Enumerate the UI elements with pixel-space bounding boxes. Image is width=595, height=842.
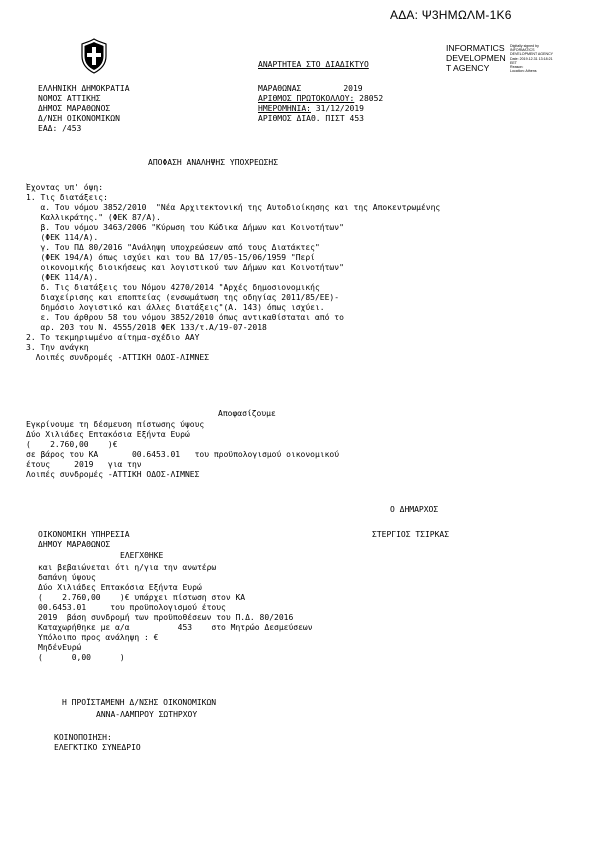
signature-line: EET (510, 60, 517, 65)
approval-block (26, 420, 339, 480)
head-name: ΑΝΝΑ-ΛΑΜΠΡΟΥ ΣΩΤΗΡΧΟΥ (96, 710, 198, 719)
signature-line: DEVELOPMENT AGENCY (510, 52, 554, 57)
verification-block (38, 563, 313, 663)
issuer-line: ΕΛΛΗΝΙΚΗ ΔΗΜΟΚΡΑΤΙΑ (38, 84, 130, 93)
verification-line: Δύο Χιλιάδες Επτακόσια Εξήντα Ευρώ (38, 583, 202, 592)
consideration-line: (ΦΕΚ 194/Α) όπως ισχύει και του ΒΔ 17/05-15/06/1959 "Περί (26, 253, 315, 262)
approval-line: Δύο Χιλιάδες Επτακόσια Εξήντα Ευρώ (26, 430, 190, 439)
verification-line: ( 0,00 ) (38, 653, 125, 662)
consideration-line: γ. Του ΠΔ 80/2016 "Ανάληψη υποχρεώσεων από τους Διατάκτες" (26, 243, 320, 252)
issuer-line: Δ/ΝΣΗ ΟΙΚΟΝΟΜΙΚΩΝ (38, 114, 120, 123)
verification-line: 2019 βάση συνδρομή των προϋποθέσεων του Π.Δ. 80/2016 (38, 613, 294, 622)
meta-value: 453 (349, 114, 364, 123)
greek-crest-icon (80, 38, 108, 74)
signature-line: Date: 2019.12.31 13:18:21 (510, 56, 553, 61)
meta-line-date (258, 104, 383, 114)
approval-line: Λοιπές συνδρομές -ΑΤΤΙΚΗ ΟΔΟΣ-ΛΙΜΝΕΣ (26, 470, 200, 479)
approval-line: Εγκρίνουμε τη δέσμευση πίστωσης ύψους (26, 420, 205, 429)
meta-block (258, 84, 383, 124)
signature-line: Reason: (510, 65, 524, 70)
notification-line: ΕΛΕΓΚΤΙΚΟ ΣΥΝΕΔΡΙΟ (54, 743, 141, 752)
posted-online-label: ΑΝΑΡΤΗΤΕΑ ΣΤΟ ΔΙΑΔΙΚΤΥΟ (258, 60, 369, 69)
verification-line: Υπόλοιπο προς ανάληψη : € (38, 633, 159, 642)
notification-block (54, 733, 141, 753)
finance-line: ΟΙΚΟΝΟΜΙΚΗ ΥΠΗΡΕΣΙΑ (38, 530, 130, 539)
meta-label: ΗΜΕΡΟΜΗΝΙΑ: (258, 104, 311, 113)
consideration-line: Έχοντας υπ' όψη: (26, 183, 104, 192)
signature-details (510, 44, 586, 73)
verification-line: Καταχωρήθηκε με α/α 453 στο Μητρώο Δεσμεύσεων (38, 623, 313, 632)
signer-name-line: INFORMATICS (446, 43, 505, 53)
signature-line: Location: Athens (510, 69, 537, 74)
decision-title: ΑΠΟΦΑΣΗ ΑΝΑΛΗΨΗΣ ΥΠΟΧΡΕΩΣΗΣ (148, 158, 279, 167)
verification-line: δαπάνη ύψους (38, 573, 96, 582)
meta-line-credit (258, 114, 383, 124)
consideration-line: 1. Τις διατάξεις: (26, 193, 108, 202)
issuer-block (38, 84, 130, 134)
mayor-name: ΣΤΕΡΓΙΟΣ ΤΣΙΡΚΑΣ (372, 530, 450, 539)
consideration-line: διαχείρισης και εποπτείας (ενσωμάτωση της οδηγίας 2011/85/ΕΕ)- (26, 293, 340, 302)
meta-label: ΜΑΡΑΘΩΝΑΣ (258, 84, 302, 93)
consideration-line: α. Του νόμου 3852/2010 "Νέα Αρχιτεκτονική της Αυτοδιοίκησης και της Αποκεντρωμένης (26, 203, 441, 212)
consideration-line: 2. Το τεκμηριωμένο αίτημα-σχέδιο ΑΑΥ (26, 333, 200, 342)
digital-signature-stamp (446, 43, 586, 77)
verification-line: ( 2.760,00 )€ υπάρχει πίστωση στον ΚΑ (38, 593, 246, 602)
consideration-line: δ. Τις διατάξεις του Νόμου 4270/2014 "Αρχές δημοσιονομικής (26, 283, 320, 292)
ada-code: ΑΔΑ: Ψ3ΗΜΩΛΜ-1Κ6 (390, 8, 512, 22)
consideration-line: β. Του νόμου 3463/2006 "Κύρωση του Κώδικα Δήμων και Κοινοτήτων" (26, 223, 344, 232)
considerations-block (26, 183, 440, 363)
notification-line: ΚΟΙΝΟΠΟΙΗΣΗ: (54, 733, 112, 742)
issuer-line: ΝΟΜΟΣ ΑΤΤΙΚΗΣ (38, 94, 101, 103)
signer-name (446, 43, 508, 73)
head-title: Η ΠΡΟΪΣΤΑΜΕΝΗ Δ/ΝΣΗΣ ΟΙΚΟΝΟΜΙΚΩΝ (62, 698, 217, 707)
consideration-line: αρ. 203 του Ν. 4555/2018 ΦΕΚ 133/τ.Α/19-07-2018 (26, 323, 267, 332)
consideration-line: ε. Του άρθρου 58 του νόμου 3852/2010 όπως αντικαθίσταται από το (26, 313, 344, 322)
verification-line: ΜηδένΕυρώ (38, 643, 82, 652)
signature-line: INFORMATICS (510, 48, 535, 53)
meta-line-protocol (258, 94, 383, 104)
finance-line: ΔΗΜΟΥ ΜΑΡΑΘΩΝΟΣ (38, 540, 111, 549)
consideration-line: (ΦΕΚ 114/Α). (26, 273, 99, 282)
issuer-line: ΔΗΜΟΣ ΜΑΡΑΘΩΝΟΣ (38, 104, 111, 113)
approval-line: έτους 2019 για την (26, 460, 142, 469)
checked-title: ΕΛΕΓΧΘΗΚΕ (120, 551, 164, 560)
consideration-line: Λοιπές συνδρομές -ΑΤΤΙΚΗ ΟΔΟΣ-ΛΙΜΝΕΣ (26, 353, 210, 362)
consideration-line: Καλλικράτης." (ΦΕΚ 87/Α). (26, 213, 161, 222)
finance-block (38, 530, 130, 550)
consideration-line: οικονομικής διοικήσεως και λογιστικού των Δήμων και Κοινοτήτων" (26, 263, 344, 272)
meta-line-place (258, 84, 383, 94)
meta-value: 28052 (359, 94, 384, 103)
issuer-line: ΕΑΔ: /453 (38, 124, 82, 133)
consideration-line: 3. Την ανάγκη (26, 343, 89, 352)
approval-line: ( 2.760,00 )€ (26, 440, 118, 449)
verification-line: 00.6453.01 του προϋπολογισμού έτους (38, 603, 226, 612)
signature-line: Digitally signed by (510, 44, 539, 48)
meta-value: 31/12/2019 (315, 104, 364, 113)
meta-label: ΑΡΙΘΜΟΣ ΠΡΩΤΟΚΟΛΛΟΥ: (258, 94, 355, 103)
signer-name-line: DEVELOPMEN (446, 53, 506, 63)
meta-value: 2019 (343, 84, 363, 93)
approval-line: σε βάρος του ΚΑ 00.6453.01 του προϋπολογισμού οικονομικού (26, 450, 340, 459)
signer-name-line: T AGENCY (446, 63, 490, 73)
meta-label: ΑΡΙΘΜΟΣ ΔΙΑΘ. ΠΙΣΤ (258, 114, 345, 123)
consideration-line: (ΦΕΚ 114/Α). (26, 233, 99, 242)
consideration-line: δημόσιο λογιστικό και άλλες διατάξεις"(Α. 143) όπως ισχύει. (26, 303, 325, 312)
mayor-title: Ο ΔΗΜΑΡΧΟΣ (390, 505, 439, 514)
decide-title: Αποφασίζουμε (218, 409, 276, 418)
verification-line: και βεβαιώνεται ότι η/για την ανωτέρω (38, 563, 217, 572)
